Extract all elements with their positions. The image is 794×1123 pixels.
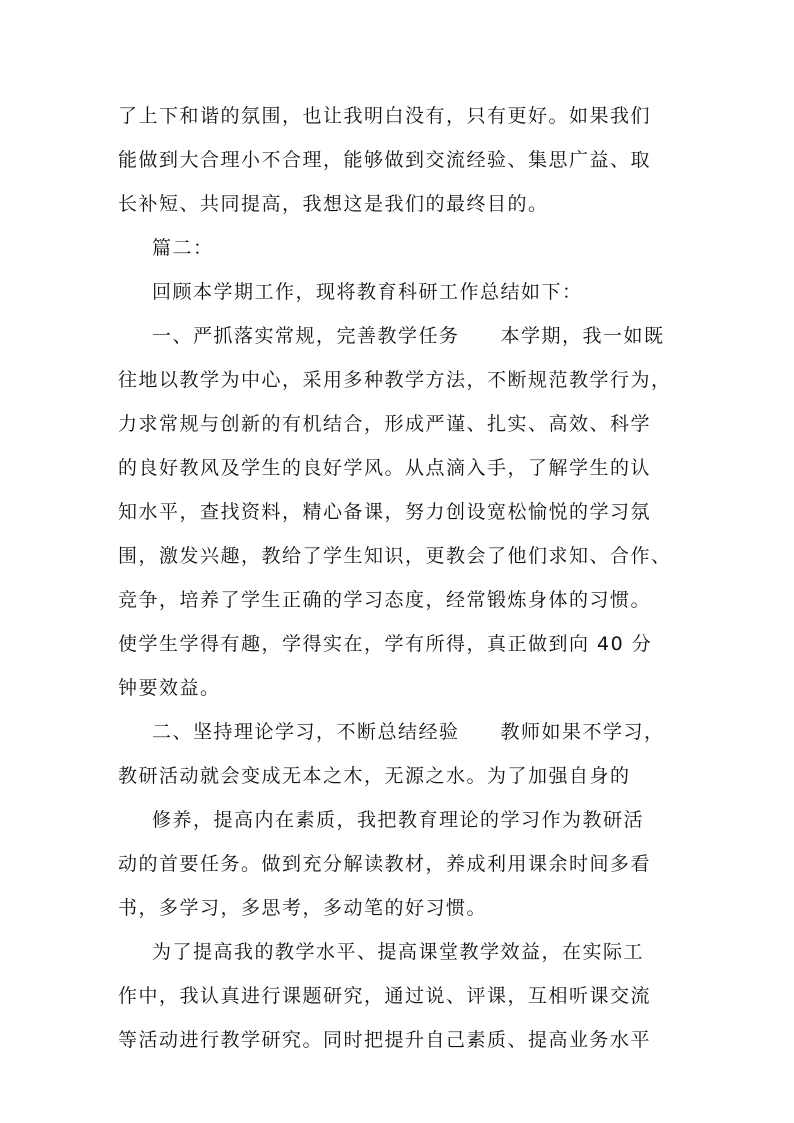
text-line: 书，多学习，多思考，多动笔的好习惯。 [118, 897, 488, 919]
text-line: 了上下和谐的氛围，也让我明白没有，只有更好。如果我们 [118, 105, 652, 127]
section-heading: 篇二： [152, 237, 214, 259]
text-line: 二、坚持理论学习，不断总结经验 教师如果不学习， [152, 721, 665, 743]
text-line: 围，激发兴趣，教给了学生知识，更教会了他们求知、合作、 [118, 545, 672, 567]
text-line: 长补短、共同提高，我想这是我们的最终目的。 [118, 193, 549, 215]
text-line: 能做到大合理小不合理，能够做到交流经验、集思广益、取 [118, 149, 652, 171]
text-line: 竞争，培养了学生正确的学习态度，经常锻炼身体的习惯。 [118, 589, 652, 611]
text-line: 一、严抓落实常规，完善教学任务 本学期，我一如既 [152, 325, 665, 347]
text-line: 为了提高我的教学水平、提高课堂教学效益，在实际工 [152, 941, 645, 963]
text-line: 等活动进行教学研究。同时把提升自己素质、提高业务水平 [118, 1029, 652, 1051]
text-line: 回顾本学期工作，现将教育科研工作总结如下： [152, 281, 583, 303]
text-line: 知水平，查找资料，精心备课，努力创设宽松愉悦的学习氛 [118, 501, 652, 523]
text-line: 修养，提高内在素质，我把教育理论的学习作为教研活 [152, 809, 645, 831]
text-line: 往地以教学为中心，采用多种教学方法，不断规范教学行为， [118, 369, 672, 391]
text-line: 动的首要任务。做到充分解读教材，养成利用课余时间多看 [118, 853, 652, 875]
text-line: 力求常规与创新的有机结合，形成严谨、扎实、高效、科学 [118, 413, 652, 435]
text-line: 作中，我认真进行课题研究，通过说、评课，互相听课交流 [118, 985, 652, 1007]
text-line: 钟要效益。 [118, 677, 221, 699]
text-line: 使学生学得有趣，学得实在，学有所得，真正做到向 40 分 [118, 633, 653, 655]
text-line: 的良好教风及学生的良好学风。从点滴入手，了解学生的认 [118, 457, 652, 479]
text-line: 教研活动就会变成无本之木，无源之水。为了加强自身的 [118, 765, 631, 787]
